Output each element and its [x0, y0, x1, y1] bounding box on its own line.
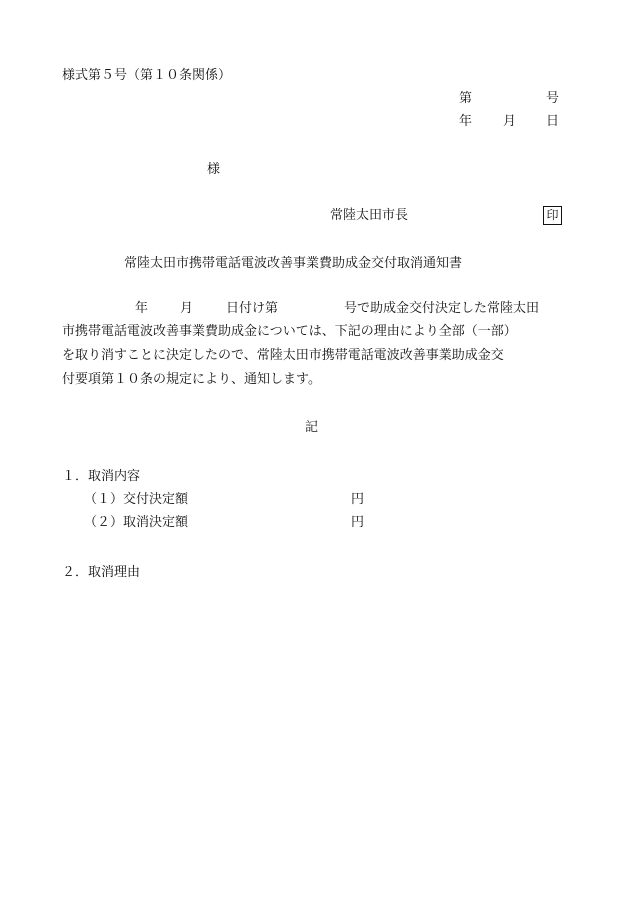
- seal-mark: 印: [543, 206, 562, 225]
- item2-label: （２）取消決定額: [84, 515, 189, 530]
- section2-heading: ２．取消理由: [62, 565, 141, 580]
- body-year: 年: [135, 301, 149, 316]
- body-line3: を取り消すことに決定したので、常陸太田市携帯電話電波改善事業助成金交: [62, 348, 504, 363]
- form-number: 様式第５号（第１０条関係）: [62, 68, 232, 83]
- item1-label: （１）交付決定額: [84, 492, 189, 507]
- body-line1-end: 号で助成金交付決定した常陸太田: [344, 301, 540, 316]
- item1-unit: 円: [351, 492, 365, 507]
- document-title: 常陸太田市携帯電話電波改善事業費助成金交付取消通知書: [124, 256, 463, 271]
- body-line2: 市携帯電話電波改善事業費助成金については、下記の理由により全部（一部）: [62, 324, 517, 339]
- doc-date-year: 年: [459, 114, 473, 129]
- ki-heading: 記: [305, 420, 319, 435]
- doc-date-day: 日: [546, 114, 560, 129]
- issuer-name: 常陸太田市長: [330, 208, 409, 223]
- body-date-suffix: 日付け第: [226, 301, 279, 316]
- doc-number-go: 号: [546, 91, 560, 106]
- section1-heading: １．取消内容: [62, 469, 141, 484]
- addressee-suffix: 様: [207, 162, 221, 177]
- doc-date-month: 月: [503, 114, 517, 129]
- item2-unit: 円: [351, 515, 365, 530]
- body-line4: 付要項第１０条の規定により、通知します。: [62, 372, 321, 387]
- doc-number-dai: 第: [459, 91, 473, 106]
- body-month: 月: [180, 301, 194, 316]
